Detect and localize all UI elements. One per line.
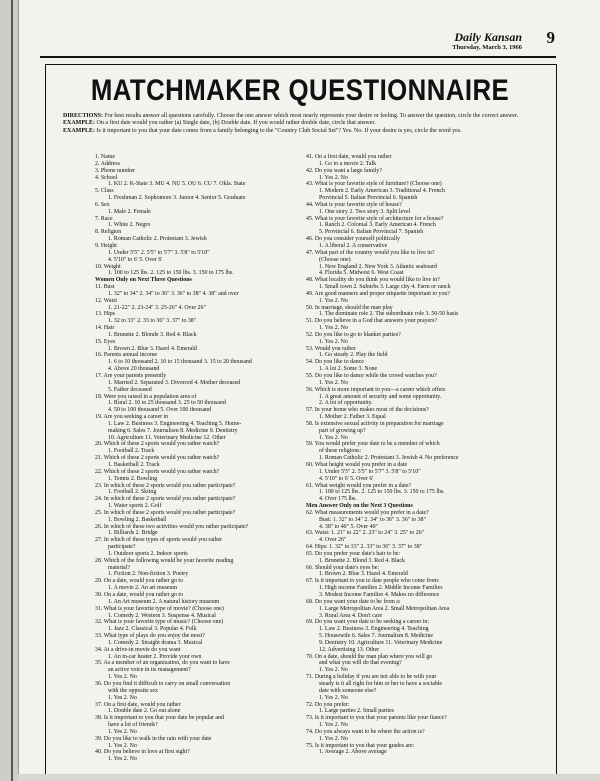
answer-options[interactable]: 1. Married 2. Separated 3. Divorced 4. Mother deceased xyxy=(108,379,241,386)
answer-options[interactable]: 1. 6 to 10 thousand 2. 10 to 15 thousand 3. 15 to 20 thousand xyxy=(108,359,252,366)
question-line: 41. On a first date, would you rather xyxy=(306,154,392,160)
answer-options[interactable]: 1. Outdoor sports 2. Indoor sports xyxy=(108,550,188,557)
question-line: (Choose one) xyxy=(319,256,351,263)
answer-options[interactable]: 1. Yes 2. No xyxy=(319,667,348,674)
question-line: 69. Do you want your date to be seeking a career in: xyxy=(306,619,430,626)
answer-options[interactable]: 12. Advertising 13. Other xyxy=(319,646,380,653)
question-line: 67. Is it important to you to date people who come from: xyxy=(306,578,440,585)
example-1-label: EXAMPLE: xyxy=(63,120,95,127)
answer-options[interactable]: 1. White 2. Negro xyxy=(108,222,151,229)
answer-options[interactable]: Bust: 1. 32" to 34" 2. 34" to 36" 3. 36" to 38" xyxy=(319,516,426,523)
answer-options[interactable]: 1. Bowling 2. Basketball xyxy=(108,516,167,523)
left-question-column xyxy=(95,154,290,763)
question-line: 75. Is it important to you that your grades are: xyxy=(306,742,415,749)
question-line: 13. Hips xyxy=(95,311,115,318)
answer-options[interactable]: 1. 100 to 125 lbs. 2. 125 to 150 lbs. 3. 150 to 175 lbs. xyxy=(319,489,445,496)
question-line: 46. Do you consider yourself politically xyxy=(306,236,400,243)
answer-options[interactable]: 1. Yes 2. No xyxy=(108,756,137,763)
question-line: 37. On a first date, would you rather xyxy=(95,701,181,708)
question-line: 14. Hair xyxy=(95,325,115,332)
question-line: 60. What height would you prefer in a date xyxy=(306,461,408,468)
answer-options[interactable]: 1. A movie 2. An art museum xyxy=(108,585,178,592)
answer-options[interactable]: 5. Father deceased xyxy=(108,386,152,393)
question-line: 27. In which of these types of sports would you rather xyxy=(95,537,223,544)
answer-options[interactable]: 1. Double date 2. Go out alone xyxy=(108,708,181,715)
answer-options[interactable]: 1. Modern 2. Early American 3. Traditional 4. French xyxy=(319,188,445,195)
answer-options[interactable]: 3. Modest Income Families 4. Makes no difference xyxy=(319,592,440,598)
example-2-text: Is it important to you that your date comes from a family belonging to the "Country Club Social Set"? Yes. No. If your desire is yes, circle the word yes. xyxy=(96,127,462,134)
question-line: 1. Name xyxy=(95,154,115,160)
question-line: 72. Do you prefer: xyxy=(306,701,350,708)
answer-options[interactable]: 1. A liberal 2. A conservative xyxy=(319,242,388,249)
answer-options[interactable]: 1. Yes 2. No xyxy=(319,722,348,729)
answer-options[interactable]: 4. Florida 5. Midwest 6. West Coast xyxy=(319,270,404,277)
answer-options[interactable]: 1. Comedy 2. Straight drama 3. Musical xyxy=(108,639,203,646)
answer-options[interactable]: 1. Go steady 2. Play the field xyxy=(319,352,388,359)
question-line: 9. Height xyxy=(95,242,117,249)
question-line: 21. Which of these 2 sports would you rather watch? xyxy=(95,455,220,462)
answer-options[interactable]: 1. Yes 2. No xyxy=(108,674,137,681)
question-line: 64. Hips: 1. 32" to 33" 2. 33" to 36" 3. 37" to 38" xyxy=(306,544,423,551)
section-heading: Men Answer Only on the Next 3 Questions xyxy=(306,503,413,510)
answer-options[interactable]: 1. Large parties 2. Small parties xyxy=(319,708,394,715)
question-line: 12. Waist xyxy=(95,297,117,304)
question-line: 49. Are good manners and proper etiquette important to you? xyxy=(306,290,450,297)
answer-options[interactable]: 1. Freshman 2. Sophomore 3. Junior 4. Senior 5. Graduate xyxy=(108,195,246,202)
question-line: 11. Bust xyxy=(95,284,115,291)
question-line: 63. Waist: 1. 21" to 22" 2. 23" to 24" 3. 25" to 26" xyxy=(306,530,425,537)
answer-options[interactable]: 1. High income Families 2. Middle Income Families xyxy=(319,585,443,592)
answer-options[interactable]: making 6. Sales 7. Journalism 8. Medicine 9. Dentistry xyxy=(108,427,238,434)
answer-options[interactable]: 1. Brown 2. Blue 3. Hazel 4. Emerald xyxy=(319,571,408,578)
question-line: 20. Which of these 2 sports would you rather watch? xyxy=(95,441,220,448)
answer-options[interactable]: 1. Ranch 2. Colonial 3. Early American 4. French xyxy=(319,222,436,229)
question-line: 58. Is extensive sexual activity in preparation for marriage xyxy=(306,420,444,427)
answer-options[interactable]: 4. 38" to 40" 5. Over 40" xyxy=(319,523,378,530)
answer-options[interactable]: 4. 50 to 100 thousand 5. Over 100 thousand xyxy=(108,407,212,414)
question-line: of these religions: xyxy=(319,448,362,455)
answer-options[interactable]: 4. Over 175 lbs. xyxy=(319,496,357,503)
question-line: 54. Do you like to dance xyxy=(306,359,364,366)
answer-options[interactable]: 1. Fiction 2. Non-fiction 3. Poetry xyxy=(108,571,189,578)
answer-options[interactable]: 1. Tennis 2. Bowling xyxy=(108,475,158,482)
page-bottom-edge xyxy=(18,774,600,781)
answer-options[interactable]: 1. Male 2. Female xyxy=(108,208,151,215)
answer-options[interactable]: 1. Yes 2. No xyxy=(108,694,137,701)
answer-options[interactable]: 1. An Art museum 2. A natural history museum xyxy=(108,598,220,605)
question-line: date with someone else? xyxy=(319,687,377,694)
question-line: 73. Is it important to you that your parents like your fiance? xyxy=(306,715,447,722)
directions-label: DIRECTIONS: xyxy=(63,113,104,119)
question-line: and what you will do that evening? xyxy=(319,660,402,667)
question-line: participate? xyxy=(108,544,136,551)
question-line: 70. On a date, should the man plan where you will go xyxy=(306,653,433,660)
answer-options[interactable]: 1. Yes 2. No xyxy=(108,728,137,735)
question-line: 47. What part of the country would you like to live in? xyxy=(306,249,435,256)
question-line: an active voice in its management? xyxy=(108,667,191,674)
answer-options[interactable]: 1. Yes 2. No xyxy=(319,735,348,742)
answer-options[interactable]: 1. Roman Catholic 2. Protestant 3. Jewish xyxy=(108,236,207,243)
answer-options[interactable]: 1. Law 2. Business 3. Engineering 4. Teaching xyxy=(319,626,429,633)
question-line: 62. What measurements would you prefer in a date? xyxy=(306,509,429,516)
answer-options[interactable]: 1. Yes 2. No xyxy=(319,297,348,304)
intro-text xyxy=(63,113,543,135)
question-line: 7. Race xyxy=(95,215,113,222)
answer-options[interactable]: 10. Agriculture 11. Veterinary Medicine 12. Other xyxy=(108,434,226,441)
question-line: 25. In which of these 2 sports would you rather participate? xyxy=(95,509,236,516)
answer-options[interactable]: 1. Yes 2. No xyxy=(319,325,348,332)
question-line: 74. Do you always want to be where the action is? xyxy=(306,728,425,735)
question-line: 48. What locality do you think you would like to live in? xyxy=(306,277,440,284)
question-line: 57. In your home who makes most of the decisions? xyxy=(306,407,429,414)
answer-options[interactable]: 5. Housewife 6. Sales 7. Journalism 8. Medicine xyxy=(319,633,434,640)
answer-options[interactable]: 1. A lot 2. Some 3. None xyxy=(319,366,378,373)
answer-options[interactable]: 5. Provincial 6. Italian Provincial 7. Spanish xyxy=(319,229,424,236)
question-line: 24. In which of these 2 sports would you rather participate? xyxy=(95,496,236,503)
directions-text: For best results answer all questions carefully. Choose the one answer which most nearly represents your desire or feeling. To answer the question, circle the correct answer. xyxy=(104,113,519,119)
answer-options[interactable]: 1. 21-22" 2. 23-24" 3. 25-26" 4. Over 26" xyxy=(108,304,206,311)
question-line: with the opposite sex xyxy=(108,687,158,694)
question-line: 71. During a holiday if you are not able to be with your xyxy=(306,674,437,681)
question-line: 65. Do you prefer your date's hair to be: xyxy=(306,550,401,557)
question-line: 23. In which of these 2 sports would you rather participate? xyxy=(95,482,236,489)
right-question-column xyxy=(306,154,506,756)
answer-options[interactable]: 1. Roman Catholic 2. Protestant 3. Jewish 4. No preference xyxy=(319,455,459,462)
answer-options[interactable]: 1. The dominate role 2. The subordinate role 3. 50-50 basis xyxy=(319,311,459,318)
answer-options[interactable]: 1. Brunette 2. Blond 3. Red 4. Black xyxy=(319,557,405,564)
answer-options[interactable]: 1. Average 2. Above average xyxy=(319,749,387,756)
answer-options[interactable]: 1. Water sports 2. Golf xyxy=(108,503,162,510)
question-line: 39. Do you like to walk in the rain with your date xyxy=(95,735,212,742)
answer-options[interactable]: 1. Yes 2. No xyxy=(319,694,348,701)
answer-options[interactable]: 1. New England 2. New York 3. Atlantic seaboard xyxy=(319,263,437,270)
question-line: 6. Sex xyxy=(95,201,110,208)
question-line: material? xyxy=(108,564,130,571)
question-line: 31. What is your favorite type of movie? (Choose one) xyxy=(95,605,224,612)
question-line: 40. Do you believe in love at first sight? xyxy=(95,749,190,756)
example-2-label: EXAMPLE: xyxy=(63,127,95,134)
question-line: 19. Are you seeking a career in xyxy=(95,414,169,421)
question-line: 32. What is your favorite type of music? (Choose one) xyxy=(95,619,224,626)
question-line: 15. Eyes xyxy=(95,338,116,345)
answer-options[interactable]: 1. Football 2. Track xyxy=(108,448,155,455)
answer-options[interactable]: 1. Football 2. Skiing xyxy=(108,489,157,496)
answer-options[interactable]: 1. Yes 2. No xyxy=(319,338,348,345)
answer-options[interactable]: 9. Dentistry 10. Agriculture 11. Veterinary Medicine xyxy=(319,639,443,646)
question-line: 30. On a date, would you rather go to xyxy=(95,592,184,598)
question-line: 51. Do you believe in a God that answers your prayers? xyxy=(306,318,438,325)
answer-options[interactable]: 1. Brunette 2. Blonde 3. Red 4. Black xyxy=(108,331,197,338)
question-line: have a lot of friends? xyxy=(108,722,158,729)
answer-options[interactable]: 1. 32" to 34" 2. 34" to 36" 3. 36" to 38" 4. 38" and over xyxy=(108,290,239,297)
example-1-text: On a first date would you rather (a) Single date, (b) Double date. If you would rather double date, circle that answer. xyxy=(96,120,376,127)
question-line: 66. Should your date's eyes be: xyxy=(306,564,380,571)
masthead-rule xyxy=(40,56,556,58)
question-line: 53. Would you rather xyxy=(306,345,356,352)
answer-options[interactable]: 1. Law 2. Business 3. Engineering 4. Teaching 5. Home- xyxy=(108,420,242,427)
question-line: 34. At a drive-in movie do you want xyxy=(95,646,181,653)
publication-date: Thursday, March 3, 1966 xyxy=(452,44,522,51)
question-line: 16. Parents annual income xyxy=(95,352,158,359)
question-line: part of growing up? xyxy=(319,427,366,434)
answer-options[interactable]: Provincial 5. Italian Provincial 6. Spanish xyxy=(319,195,418,202)
question-line: 3. Phone number xyxy=(95,167,136,174)
answer-options[interactable]: 1. Mother 2. Father 3. Equal xyxy=(319,414,386,421)
answer-options[interactable]: 4. Above 20 thousand xyxy=(108,366,160,373)
question-line: 44. What is your favorite style of house? xyxy=(306,201,402,208)
question-line: 2. Address xyxy=(95,160,120,167)
section-heading: Women Only on Next Three Questions xyxy=(95,277,192,284)
answer-options[interactable]: 1. Yes 2. No xyxy=(319,174,348,181)
binding-strip xyxy=(0,0,19,781)
answer-options[interactable]: 1. Under 5'5" 2. 5'5" to 5'7" 3. 5'8" to 5'10" xyxy=(108,249,210,256)
answer-options[interactable]: 1. Yes 2. No xyxy=(319,379,348,386)
answer-options[interactable]: 3. Rural Area 4. Don't care xyxy=(319,612,383,619)
answer-options[interactable]: 1. Comedy 2. Western 3. Suspense 4. Musical xyxy=(108,612,216,619)
question-line: 56. Which is more important to you—a career which offers xyxy=(306,386,446,393)
question-line: 50. In marriage, should the man play xyxy=(306,304,393,311)
binding-line xyxy=(11,0,13,781)
question-line: 5. Class xyxy=(95,188,114,195)
answer-options[interactable]: 1. Under 5'5" 2. 5'5" to 5'7" 3. 5'8" to 5'10" xyxy=(319,468,421,475)
question-line: 36. Do you find it difficult to carry on small conversation xyxy=(95,680,231,687)
question-line: 18. Were you raised in a population area of xyxy=(95,393,197,400)
answer-options[interactable]: 1. Yes 2. No xyxy=(108,742,137,749)
question-line: 8. Religion xyxy=(95,229,122,236)
question-line: 45. What is your favorite style of architecture for a house? xyxy=(306,215,444,222)
answer-options[interactable]: 1. One story 2. Two story 3. Split level xyxy=(319,208,411,215)
answer-options[interactable]: 1. Small town 2. Suburbs 3. Large city 4. Farm or ranch xyxy=(319,284,451,291)
question-line: 17. Are your parents presently xyxy=(95,373,167,379)
answer-options[interactable]: 1. Rural 2. 10 to 25 thousand 3. 25 to 50 thousand xyxy=(108,400,226,407)
answer-options[interactable]: 1. Yes 2. No xyxy=(319,434,348,441)
question-line: 10. Weight xyxy=(95,263,121,270)
answer-options[interactable]: 4. 5'10" to 6' 5. Over 6' xyxy=(319,475,374,482)
answer-options[interactable]: 1. Basketball 2. Track xyxy=(108,461,160,468)
question-line: 38. Is it important to you that your date be popular and xyxy=(95,715,224,722)
answer-options[interactable]: 1. An in-car heater 2. Provide your own xyxy=(108,653,202,660)
question-line: 59. You would prefer your date to be a member of which xyxy=(306,441,440,448)
answer-options[interactable]: 1. 32 to 33" 2. 33 to 36" 3. 37" to 38" xyxy=(108,318,197,325)
answer-options[interactable]: 2. A lot of opportunity. xyxy=(319,400,373,407)
question-line: 29. On a date, would you rather go to xyxy=(95,578,184,585)
question-line: 42. Do you want a large family? xyxy=(306,167,382,174)
question-line: 43. What is your favorite style of furniture? (Choose one) xyxy=(306,181,442,188)
answer-options[interactable]: 1. Brown 2. Blue 3. Hazel 4. Emerald xyxy=(108,345,197,352)
question-line: 4. School xyxy=(95,174,118,181)
answer-options[interactable]: 1. Jazz 2. Classical 3. Popular 4. Folk xyxy=(108,626,197,633)
publication-name: Daily Kansan xyxy=(454,30,522,44)
answer-options[interactable]: 1. Billiards 2. Bridge xyxy=(108,530,158,537)
question-line: 61. What weight would you prefer in a date? xyxy=(306,482,412,489)
answer-options[interactable]: 1. 100 to 125 lbs. 2. 125 to 150 lbs. 3. 150 to 175 lbs. xyxy=(108,270,234,277)
answer-options[interactable]: 1. A great amount of security and some opportunity. xyxy=(319,393,442,400)
page-title: MATCHMAKER QUESTIONNAIRE xyxy=(90,74,510,107)
question-line: 68. Do you want your date to be from a: xyxy=(306,598,401,605)
question-line: 33. What type of plays do you enjoy the most? xyxy=(95,633,205,640)
answer-options[interactable]: 4. Over 26" xyxy=(319,537,347,544)
question-line: 35. As a member of an organization, do you want to have xyxy=(95,660,230,667)
answer-options[interactable]: 1. Large Metropolitan Area 2. Small Metropolitan Area xyxy=(319,605,450,612)
question-line: 52. Do you like to go to blanket parties? xyxy=(306,331,401,338)
question-line: steady is it all right for him or her to have a sociable xyxy=(319,680,443,687)
answer-options[interactable]: 1. KU 2. K-State 3. MU 4. NU 5. OU 6. CU 7. Okla. State xyxy=(108,181,246,188)
question-line: 28. Which of the following would be your favorite reading xyxy=(95,557,234,564)
answer-options[interactable]: 4. 5'10" to 6' 5. Over 6' xyxy=(108,256,163,263)
question-line: 22. Which of these 2 sports would you rather watch? xyxy=(95,468,220,475)
page-number: 9 xyxy=(546,28,555,47)
question-line: 55. Do you like to dance while the crowd watches you? xyxy=(306,373,437,379)
question-line: 26. In which of these two activities would you rather participate? xyxy=(95,523,249,530)
answer-options[interactable]: 1. Go to a movie 2. Talk xyxy=(319,160,377,167)
